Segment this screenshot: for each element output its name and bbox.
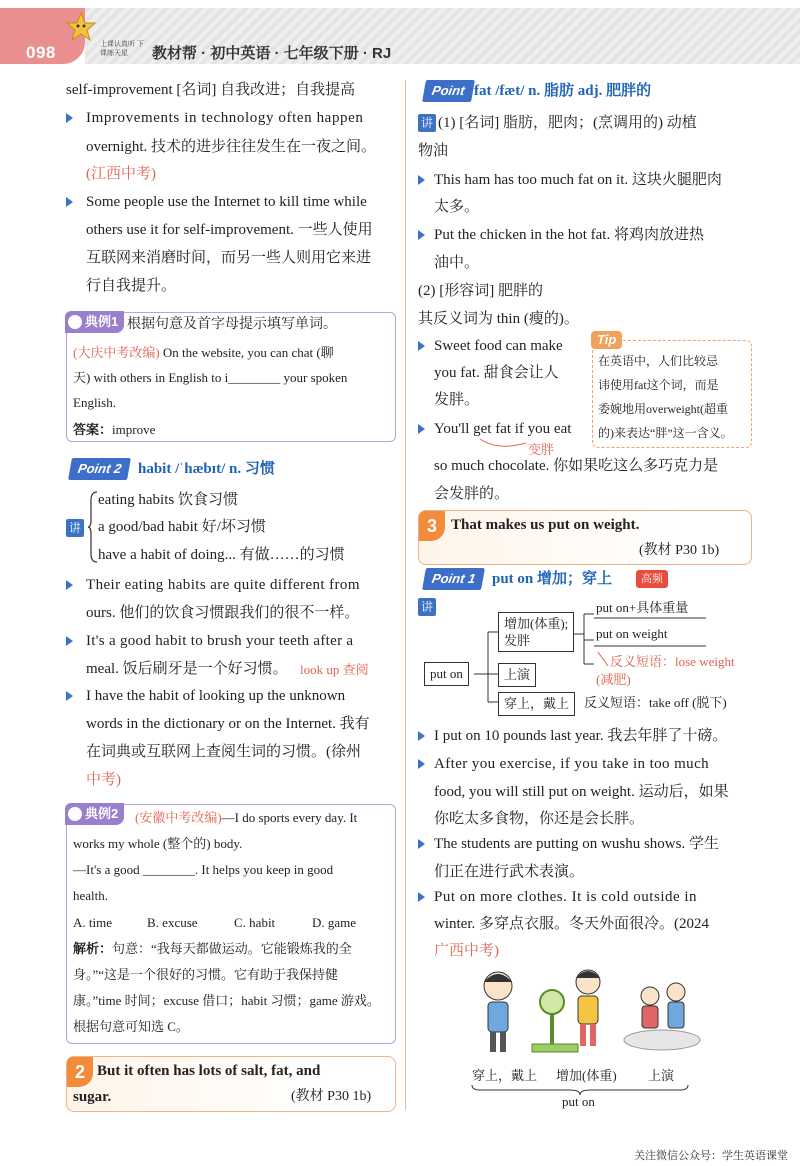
example-sentence: words in the dictionary or on the Internet. 我有 [86, 716, 370, 732]
example-sentence: Their eating habits are quite different from [86, 577, 360, 593]
bullet-icon [418, 424, 425, 434]
example-tag: 典例1 [65, 311, 124, 333]
diagram-antonym: (减肥) [596, 672, 631, 687]
example-instruction: 根据句意及首字母提示填写单词。 [127, 317, 337, 332]
option-d: D. game [312, 915, 357, 930]
analysis-text: 康。”time 时间；excuse 借口；habit 习惯；game 游戏。 [73, 993, 380, 1008]
point-headword: habit /ˈhæbɪt/ n. 习惯 [138, 461, 275, 477]
example-sentence: It's a good habit to brush your teeth after a [86, 633, 354, 649]
star-mascot-icon [66, 12, 96, 42]
phrase: a good/bad habit 好/坏习惯 [98, 519, 266, 535]
illustration-caption: 增加(体重) [556, 1068, 617, 1083]
example-sentence: 你吃太多食物，你还是会长胖。 [434, 811, 645, 827]
textbook-ref: (教材 P30 1b) [291, 1089, 372, 1104]
source-note: 中考) [86, 772, 121, 788]
example-sentence: 互联网来消磨时间，而另一些人则用它来进 [86, 250, 372, 266]
page-header [0, 0, 800, 78]
example-sentence: meal. 饭后刷牙是一个好习惯。 [86, 661, 288, 677]
antonym-note: 其反义词为 thin (瘦的)。 [418, 311, 579, 327]
bullet-icon [418, 759, 425, 769]
example-sentence: You'll get fat if you eat [434, 421, 572, 437]
section-sentence: But it often has lots of salt, fat, and [97, 1063, 321, 1079]
source-note: (江西中考) [86, 166, 156, 182]
page-number: 098 [26, 43, 56, 62]
diagram-antonym: 反义短语：take off (脱下) [584, 695, 727, 710]
example-sentence: overnight. 技术的进步往往发生在一夜之间。 [86, 139, 376, 155]
example-sentence: Some people use the Internet to kill time while [86, 194, 367, 210]
example-sentence: 发胖。 [434, 392, 480, 408]
option-c: C. habit [234, 915, 276, 930]
phrase: have a habit of doing... 有做……的习惯 [98, 547, 345, 563]
self-improvement-def: self-improvement [名词] 自我改进；自我提高 [66, 82, 356, 98]
example-sentence: 太多。 [434, 199, 480, 215]
diagram-leaf: put on+具体重量 [596, 600, 689, 615]
bullet-icon [418, 731, 425, 741]
point-tag: Point 1 [422, 568, 485, 590]
example-tag: 典例2 [65, 803, 124, 825]
example-box-1 [66, 312, 396, 442]
example-sentence: others use it for self-improvement. 一些人使用 [86, 222, 373, 238]
analysis-text: 身。”“这是一个很好的习惯。它有助于我保持健 [73, 967, 339, 982]
explain-icon: 讲 [418, 114, 436, 132]
definition: (2) [形容词] 肥胖的 [418, 283, 543, 299]
diagram-leaf: put on weight [596, 626, 668, 641]
example-sentence: Sweet food can make [434, 338, 563, 354]
bullet-icon [418, 341, 425, 351]
tip-text: 委婉地用overweight(超重 [598, 402, 728, 416]
example-sentence: 油中。 [434, 255, 480, 271]
diagram-root: put on [424, 662, 469, 686]
example-sentence: Put the chicken in the hot fat. 将鸡肉放进热 [434, 227, 704, 243]
example-text: works my whole (整个的) body. [73, 836, 243, 851]
footer-watermark: 关注微信公众号：学生英语课堂 [634, 1149, 788, 1162]
illustration-caption: 穿上，戴上 [472, 1068, 538, 1083]
bullet-icon [66, 197, 73, 207]
textbook-ref: (教材 P30 1b) [639, 543, 720, 558]
annotation-arrow-icon [478, 437, 528, 451]
section-sentence: sugar. [73, 1089, 112, 1105]
bullet-icon [66, 580, 73, 590]
bullet-icon [66, 691, 73, 701]
high-frequency-badge: 高频 [636, 570, 668, 588]
bullet-icon [418, 839, 425, 849]
option-b: B. excuse [147, 915, 198, 930]
explain-icon: 讲 [418, 598, 436, 616]
example-sentence: 在词典或互联网上查阅生词的习惯。(徐州 [86, 744, 361, 760]
bullet-icon [66, 113, 73, 123]
section-box-3 [418, 510, 752, 565]
definition: 物油 [418, 143, 449, 159]
example-sentence: winter. 多穿点衣服。冬天外面很冷。(2024 [434, 916, 709, 932]
example-sentence: The students are putting on wushu shows. 学生 [434, 836, 719, 852]
illustration-caption: 上演 [648, 1068, 675, 1083]
section-box-2 [66, 1056, 396, 1112]
example-text: (安徽中考改编)—I do sports every day. It [135, 810, 358, 825]
column-divider [405, 80, 406, 1110]
example-sentence: I have the habit of looking up the unknown [86, 688, 346, 704]
example-sentence: food, you will still put on weight. 运动后，如果 [434, 784, 729, 800]
example-text: —It's a good ________. It helps you keep in good [73, 862, 334, 877]
analysis-text: 解析：句意：“我每天都做运动。它能锻炼我的全 [73, 941, 352, 956]
diagram-antonym: 反义短语：lose weight [610, 654, 735, 669]
bullet-icon [66, 636, 73, 646]
put-on-illustration [470, 962, 710, 1062]
example-sentence: so much chocolate. 你如果吃这么多巧克力是 [434, 458, 719, 474]
example-icon [68, 315, 82, 329]
example-sentence: 们正在进行武术表演。 [434, 864, 585, 880]
example-box-2 [66, 804, 396, 1044]
diagram-branch-perform: 上演 [498, 663, 536, 687]
annotation-note: look up 查阅 [300, 662, 369, 677]
tip-text: 在英语中，人们比较忌 [598, 354, 719, 368]
tip-text: 的)来表达“胖”这一含义。 [598, 426, 733, 440]
example-text: 天) with others in English to i________ your spoken [73, 370, 348, 385]
example-sentence: 会发胖的。 [434, 486, 510, 502]
example-text: (大庆中考改编) On the website, you can chat (聊 [73, 345, 334, 360]
definition: (1) [名词] 脂肪，肥肉；(烹调用的) 动植 [438, 115, 697, 131]
answer-line: 答案：improve [73, 422, 156, 437]
option-a: A. time [73, 915, 112, 930]
phrase: eating habits 饮食习惯 [98, 492, 238, 508]
example-sentence: After you exercise, if you take in too much [434, 756, 710, 772]
section-number: 2 [67, 1057, 93, 1087]
header-slogan: 上课认真听 下课练天星 [100, 41, 144, 57]
tip-box [592, 332, 752, 448]
example-sentence: Improvements in technology often happen [86, 110, 364, 126]
analysis-text: 根据句意可知选 C。 [73, 1019, 189, 1034]
example-icon [68, 807, 82, 821]
illustration-caption-main: put on [562, 1094, 595, 1109]
bullet-icon [418, 892, 425, 902]
point-headword: fat /fæt/ n. 脂肪 adj. 肥胖的 [474, 83, 652, 99]
diagram-branch-wear: 穿上，戴上 [498, 692, 575, 716]
example-text: English. [73, 395, 116, 410]
tip-text: 讳使用fat这个词，而是 [598, 378, 719, 392]
section-sentence: That makes us put on weight. [451, 517, 640, 533]
bullet-icon [418, 230, 425, 240]
example-sentence: Put on more clothes. It is cold outside in [434, 889, 698, 905]
source-note: 广西中考) [434, 943, 499, 959]
example-text: health. [73, 888, 109, 903]
explain-icon: 讲 [66, 519, 84, 537]
example-sentence: I put on 10 pounds last year. 我去年胖了十磅。 [434, 728, 728, 744]
annotation-note: 变胖 [528, 442, 555, 457]
example-sentence: ours. 他们的饮食习惯跟我们的很不一样。 [86, 605, 360, 621]
diagram-branch-gain: 增加(体重); 发胖 [498, 612, 574, 652]
tip-tag: Tip [591, 331, 622, 349]
example-sentence: This ham has too much fat on it. 这块火腿肥肉 [434, 172, 722, 188]
section-number: 3 [419, 511, 445, 541]
point-tag: Point [422, 80, 474, 102]
example-sentence: you fat. 甜食会让人 [434, 365, 559, 381]
brace-icon [88, 490, 98, 565]
book-title: 教材帮 · 初中英语 · 七年级下册 · RJ [152, 45, 392, 62]
point-tag: Point 2 [68, 458, 131, 480]
bullet-icon [418, 175, 425, 185]
point-headword: put on 增加；穿上 [492, 571, 613, 587]
example-sentence: 行自我提升。 [86, 278, 177, 294]
